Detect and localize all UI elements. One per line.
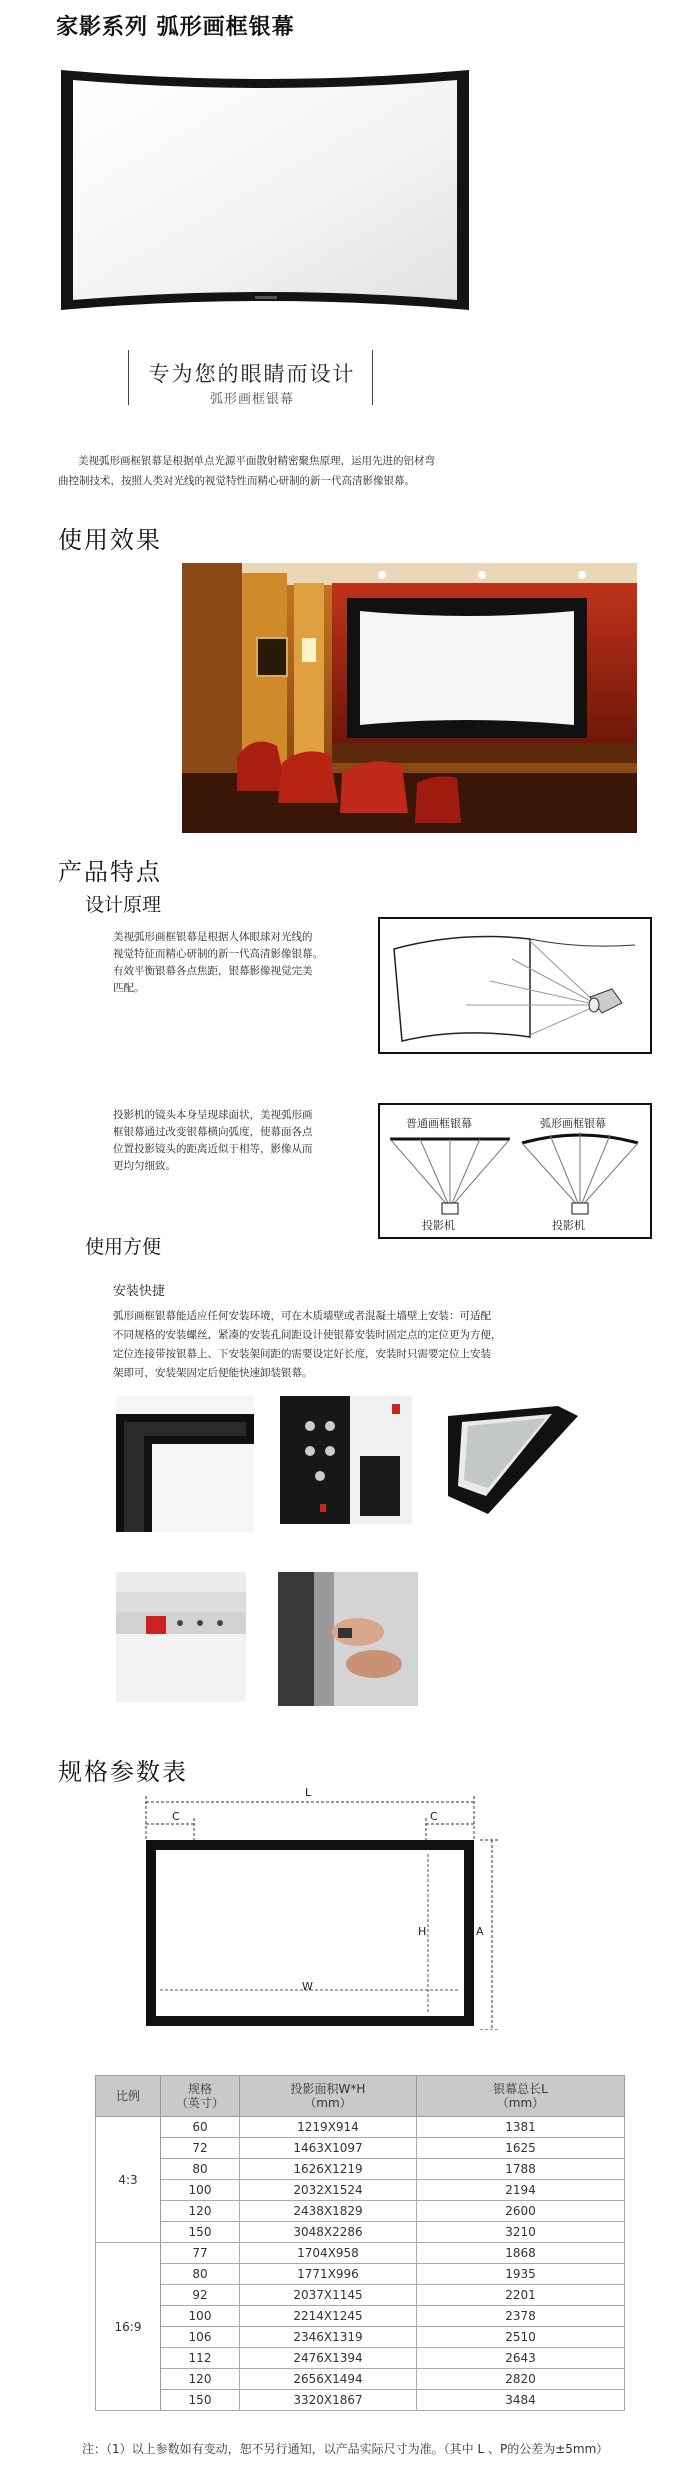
size-cell: 106 xyxy=(161,2327,240,2348)
screen-dimension-diagram xyxy=(120,1790,520,2030)
total-cell: 1625 xyxy=(417,2138,625,2159)
size-cell: 92 xyxy=(161,2285,240,2306)
size-cell: 80 xyxy=(161,2159,240,2180)
curved-screen-label: 弧形画框银幕 xyxy=(540,1117,606,1130)
dim-label-C-left: C xyxy=(172,1810,180,1823)
table-row xyxy=(96,2369,625,2390)
total-cell: 2510 xyxy=(417,2327,625,2348)
size-cell: 150 xyxy=(161,2222,240,2243)
size-cell: 100 xyxy=(161,2180,240,2201)
dim-label-C-right: C xyxy=(430,1810,438,1823)
area-cell: 3048X2286 xyxy=(240,2222,417,2243)
flat-screen-label: 普通画框银幕 xyxy=(406,1117,472,1130)
projector-label-left: 投影机 xyxy=(422,1219,455,1232)
section-heading-effect: 使用效果 xyxy=(58,526,162,554)
dim-label-H: H xyxy=(418,1925,427,1938)
col-ratio: 比例 xyxy=(96,2076,161,2117)
section-heading-specs: 规格参数表 xyxy=(58,1758,188,1786)
install-line-2: 不同规格的安装螺丝，紧凑的安装孔间距设计使银幕安装时固定点的定位更为方便， xyxy=(113,1329,502,1341)
slogan-main: 专为您的眼睛而设计 xyxy=(148,362,356,386)
projector-label-right: 投影机 xyxy=(552,1219,585,1232)
dim-label-W: W xyxy=(302,1980,313,1993)
area-cell: 1463X1097 xyxy=(240,2138,417,2159)
size-cell: 112 xyxy=(161,2348,240,2369)
curved-frame-edge-photo xyxy=(448,1396,578,1524)
intro-line-1: 美视弧形画框银幕是根据单点光源平面散射精密聚焦原理，运用先进的铝材弯 xyxy=(78,455,435,467)
design-paragraph-2 xyxy=(113,1107,353,1175)
design-p2-line-4: 更均匀细致。 xyxy=(113,1160,176,1172)
size-cell: 100 xyxy=(161,2306,240,2327)
size-cell: 80 xyxy=(161,2264,240,2285)
curved-focus-diagram xyxy=(378,917,652,1054)
total-cell: 2600 xyxy=(417,2201,625,2222)
design-p1-line-2: 视觉特征而精心研制的新一代高清影像银幕。 xyxy=(113,948,323,960)
install-paragraph xyxy=(113,1307,613,1383)
total-cell: 3210 xyxy=(417,2222,625,2243)
total-cell: 1935 xyxy=(417,2264,625,2285)
size-cell: 120 xyxy=(161,2369,240,2390)
design-paragraph-1 xyxy=(113,929,353,997)
install-line-1: 弧形画框银幕能适应任何安装环境，可在木质墙壁或者混凝土墙壁上安装：可适配 xyxy=(113,1310,491,1322)
total-cell: 1381 xyxy=(417,2117,625,2138)
size-cell: 72 xyxy=(161,2138,240,2159)
design-p1-line-3: 有效平衡银幕各点焦距，银幕影像视觉完美 xyxy=(113,965,313,977)
table-row xyxy=(96,2117,625,2138)
design-p2-line-2: 框银幕通过改变银幕横向弧度，使幕面各点 xyxy=(113,1126,313,1138)
col-area: 投影面积W*H （mm） xyxy=(240,2076,417,2117)
table-row xyxy=(96,2285,625,2306)
table-row xyxy=(96,2138,625,2159)
section-heading-features: 产品特点 xyxy=(58,858,162,886)
area-cell: 2214X1245 xyxy=(240,2306,417,2327)
spec-table-header xyxy=(96,2076,625,2117)
screen-comparison-diagram xyxy=(378,1103,652,1239)
slogan-right-rule xyxy=(372,350,377,405)
area-cell: 2037X1145 xyxy=(240,2285,417,2306)
install-line-3: 定位连接带按银幕上、下安装架间距的需要设定好长度，安装时只需要定位上安装 xyxy=(113,1348,491,1360)
table-row xyxy=(96,2159,625,2180)
install-line-4: 架即可，安装架固定后便能快速卸装银幕。 xyxy=(113,1367,313,1379)
table-row xyxy=(96,2243,625,2264)
footnote: 注：（1）以上参数如有变动，恕不另行通知，以产品实际尺寸为准。（其中 L 、P的公差为±5mm） xyxy=(82,2442,609,2456)
mounting-hardware-photo xyxy=(280,1396,412,1524)
hands-installing-photo xyxy=(278,1572,418,1706)
table-row xyxy=(96,2264,625,2285)
size-cell: 120 xyxy=(161,2201,240,2222)
size-cell: 150 xyxy=(161,2390,240,2411)
ratio-cell: 16:9 xyxy=(96,2243,161,2411)
subheading-design: 设计原理 xyxy=(85,894,162,916)
total-cell: 2201 xyxy=(417,2285,625,2306)
total-cell: 3484 xyxy=(417,2390,625,2411)
area-cell: 3320X1867 xyxy=(240,2390,417,2411)
slogan-sub: 弧形画框银幕 xyxy=(209,392,294,407)
design-p1-line-1: 美视弧形画框银幕是根据人体眼球对光线的 xyxy=(113,931,313,943)
area-cell: 2476X1394 xyxy=(240,2348,417,2369)
area-cell: 2032X1524 xyxy=(240,2180,417,2201)
area-cell: 2438X1829 xyxy=(240,2201,417,2222)
area-cell: 2346X1319 xyxy=(240,2327,417,2348)
page-title: 家影系列 弧形画框银幕 xyxy=(56,15,295,40)
ratio-cell: 4:3 xyxy=(96,2117,161,2243)
table-row xyxy=(96,2201,625,2222)
spec-table xyxy=(95,2075,625,2411)
table-row xyxy=(96,2327,625,2348)
table-row xyxy=(96,2180,625,2201)
intro-line-2: 曲控制技术，按照人类对光线的视觉特性而精心研制的新一代高清影像银幕。 xyxy=(58,475,415,487)
dim-label-L: L xyxy=(305,1786,312,1799)
total-cell: 2820 xyxy=(417,2369,625,2390)
table-row xyxy=(96,2306,625,2327)
area-cell: 1626X1219 xyxy=(240,2159,417,2180)
total-cell: 2194 xyxy=(417,2180,625,2201)
table-row xyxy=(96,2222,625,2243)
design-p1-line-4: 匹配。 xyxy=(113,982,145,994)
dim-label-A: A xyxy=(476,1925,484,1938)
table-row xyxy=(96,2348,625,2369)
subheading-usage: 使用方便 xyxy=(85,1236,162,1258)
slogan-left-rule xyxy=(128,350,133,405)
home-theater-photo xyxy=(182,563,637,833)
size-cell: 77 xyxy=(161,2243,240,2264)
col-size: 规格 （英寸） xyxy=(161,2076,240,2117)
total-cell: 1788 xyxy=(417,2159,625,2180)
hero-curved-screen xyxy=(55,60,475,320)
area-cell: 1771X996 xyxy=(240,2264,417,2285)
area-cell: 1219X914 xyxy=(240,2117,417,2138)
subheading-install: 安装快捷 xyxy=(113,1284,166,1299)
total-cell: 2378 xyxy=(417,2306,625,2327)
area-cell: 1704X958 xyxy=(240,2243,417,2264)
design-p2-line-1: 投影机的镜头本身呈现球面状，美视弧形画 xyxy=(113,1109,313,1121)
frame-corner-photo xyxy=(116,1396,254,1532)
design-p2-line-3: 位置投影镜头的距离近似于相等，影像从而 xyxy=(113,1143,313,1155)
area-cell: 2656X1494 xyxy=(240,2369,417,2390)
table-row xyxy=(96,2390,625,2411)
total-cell: 1868 xyxy=(417,2243,625,2264)
mounting-bracket-photo xyxy=(116,1572,246,1702)
total-cell: 2643 xyxy=(417,2348,625,2369)
size-cell: 60 xyxy=(161,2117,240,2138)
col-total: 银幕总长L （mm） xyxy=(417,2076,625,2117)
